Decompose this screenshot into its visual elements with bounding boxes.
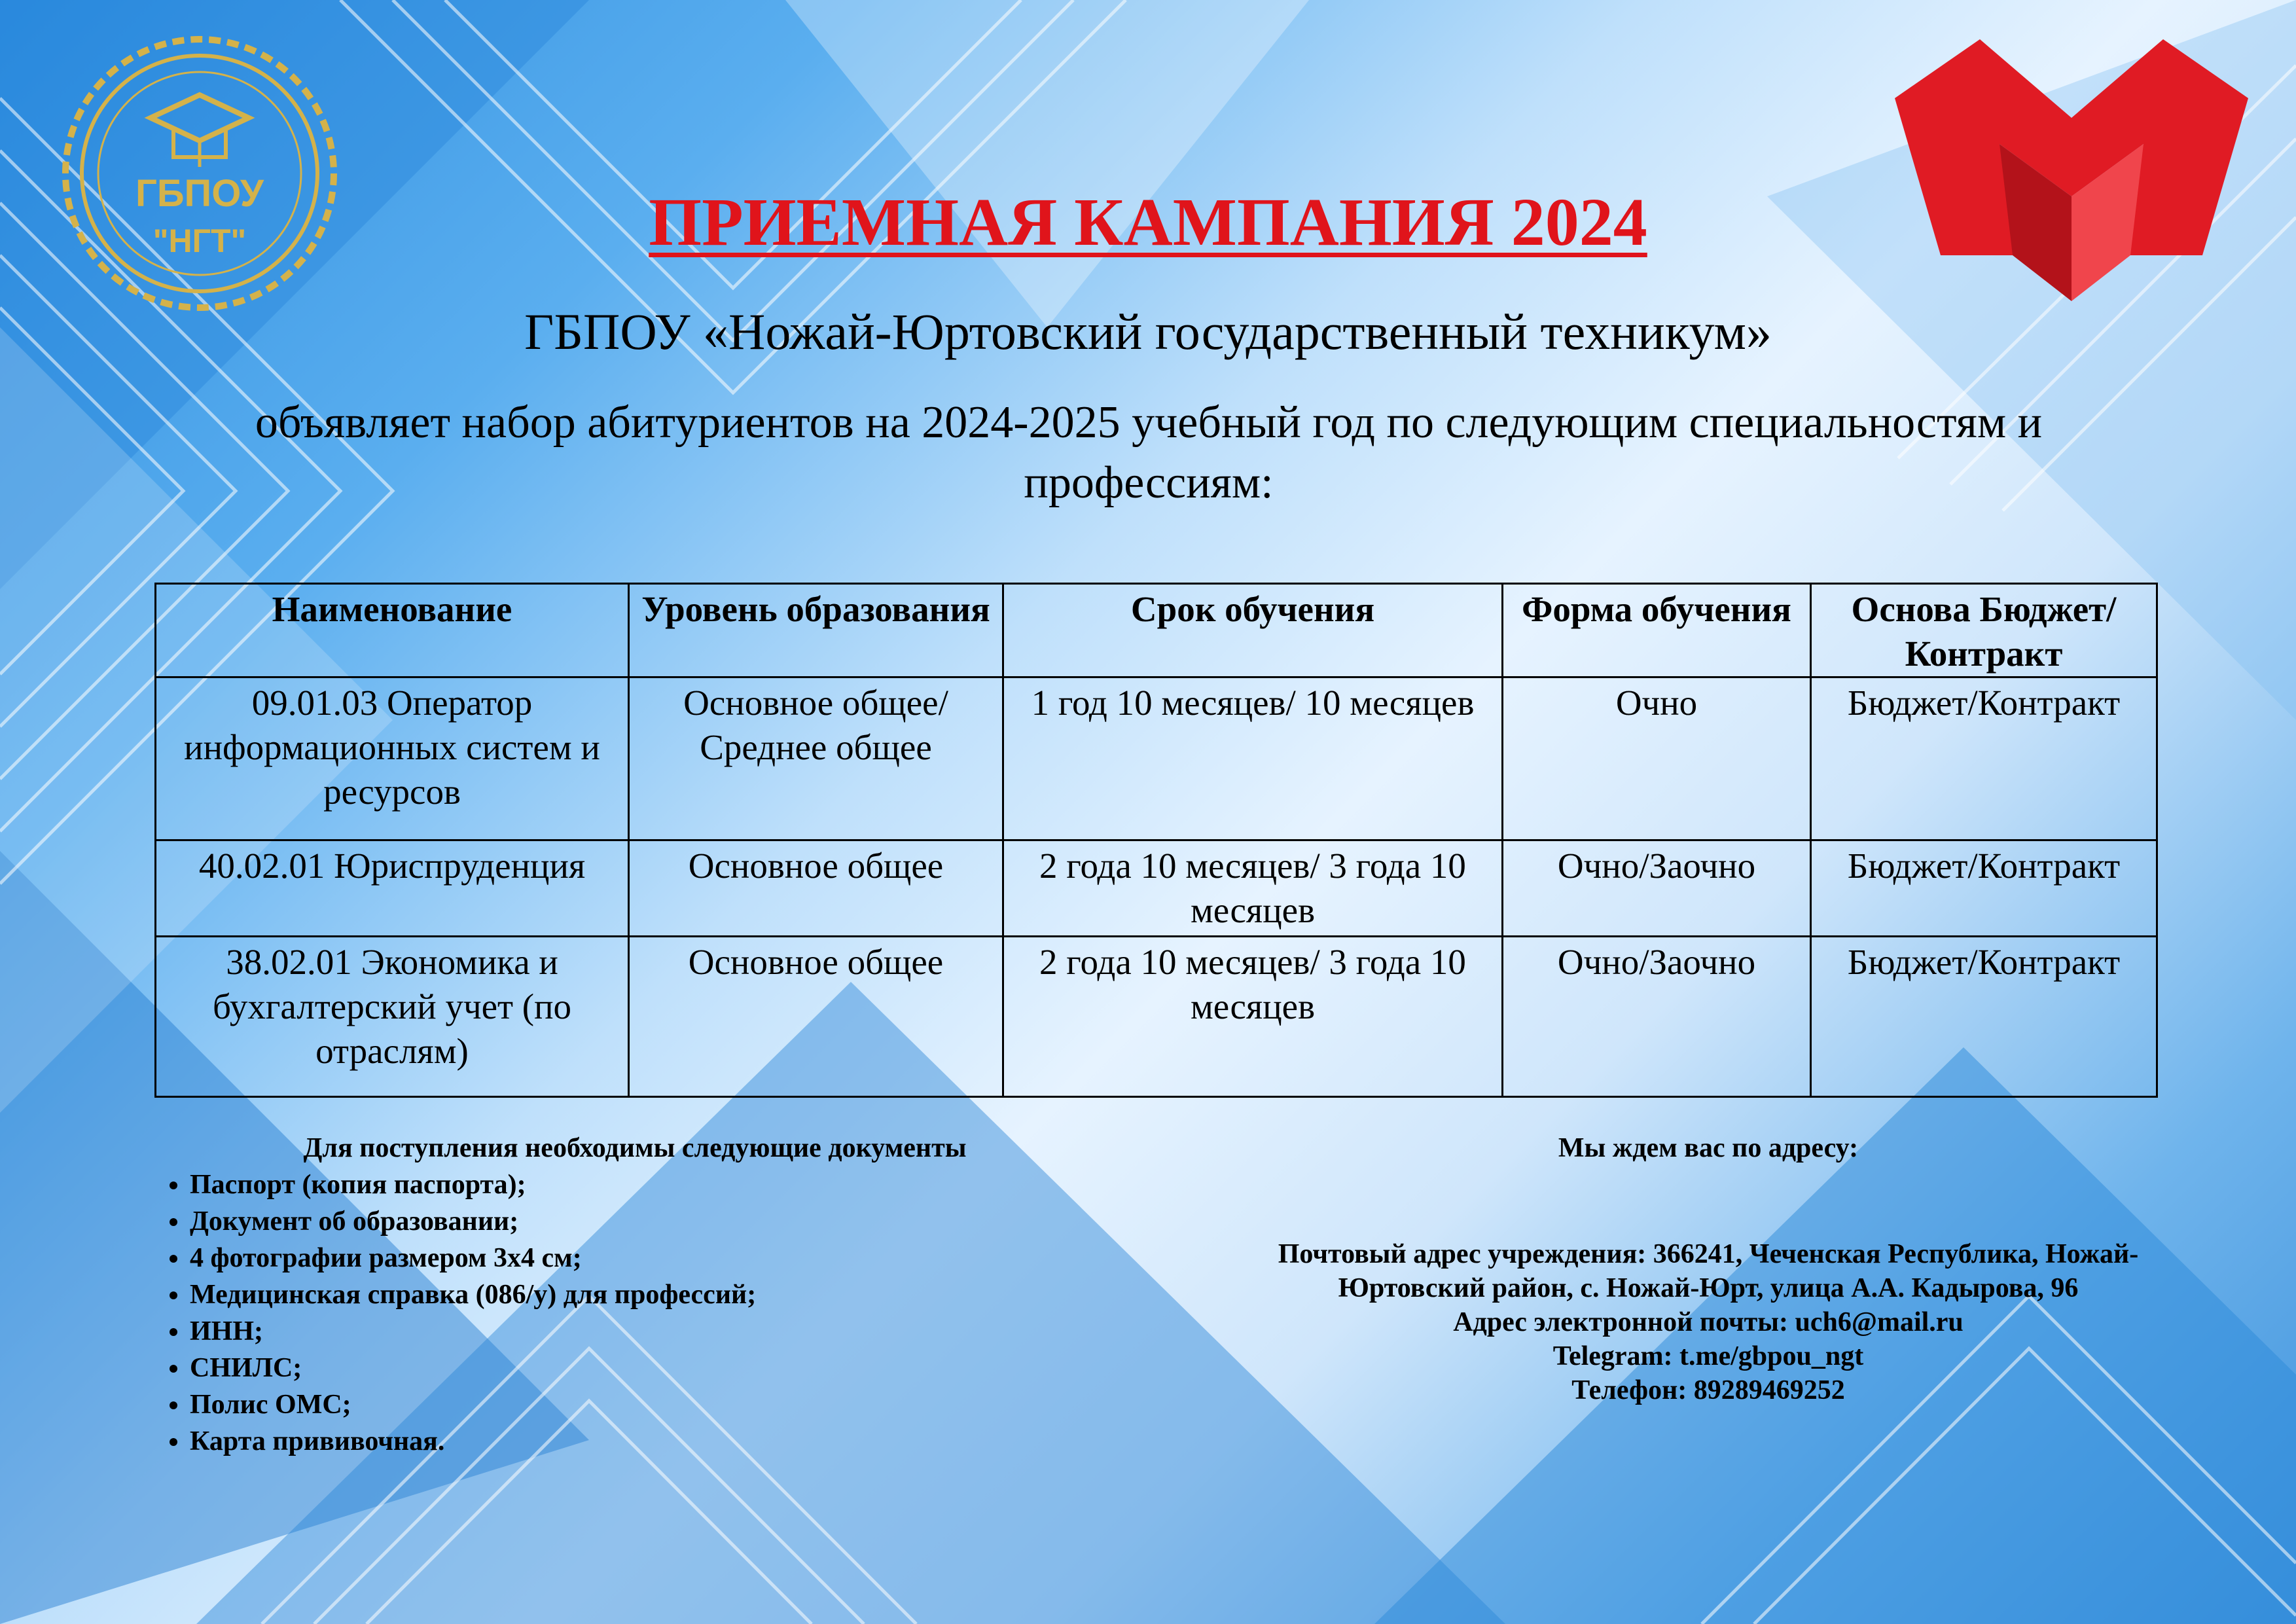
intro-text: объявляет набор абитуриентов на 2024-2025 учебный год по следующим специальностям и профессиям:	[255, 397, 2043, 508]
seal-text-bottom: "НГТ"	[152, 223, 247, 259]
institution-name: ГБПОУ «Ножай-Юртовский государственный техникум»	[524, 303, 1772, 360]
cell-form: Очно/Заочно	[1503, 840, 1811, 937]
cell-basis: Бюджет/Контракт	[1811, 937, 2157, 1097]
cell-name: 40.02.01 Юриспруденция	[156, 840, 629, 937]
telegram-link: Telegram: t.me/gbpou_ngt	[1552, 1341, 1864, 1371]
list-item: • Полис ОМС;	[190, 1386, 756, 1423]
list-item: • Документ об образовании;	[190, 1203, 756, 1240]
page-title: ПРИЕМНАЯ КАМПАНИЯ 2024	[649, 185, 1647, 260]
cell-name: 38.02.01 Экономика и бухгалтерский учет (по отраслям)	[156, 937, 629, 1097]
programs-table	[154, 583, 2158, 1098]
cell-name: 09.01.03 Оператор информационных систем и ресурсов	[156, 677, 629, 840]
list-item: • Карта прививочная.	[190, 1423, 756, 1460]
phone-number: Телефон: 89289469252	[1571, 1375, 1845, 1405]
list-item: • 4 фотографии размером 3х4 см;	[190, 1240, 756, 1276]
college-seal-icon	[52, 26, 347, 321]
brand-logo-icon	[1895, 39, 2248, 301]
cell-basis: Бюджет/Контракт	[1811, 840, 2157, 937]
email-address: Адрес электронной почты: uch6@mail.ru	[1453, 1307, 1964, 1337]
cell-form: Очно/Заочно	[1503, 937, 1811, 1097]
table-row	[156, 677, 2157, 840]
cell-basis: Бюджет/Контракт	[1811, 677, 2157, 840]
documents-list	[131, 1166, 756, 1460]
table-row	[156, 840, 2157, 937]
postal-address: Почтовый адрес учреждения: 366241, Чеченская Республика, Ножай- Юртовский район, с. Ножай-Юрт, улица А.А. Кадырова, 96	[1278, 1239, 2139, 1303]
header-form: Форма обучения	[1503, 584, 1811, 677]
list-item: • Паспорт (копия паспорта);	[190, 1166, 756, 1203]
header-duration: Срок обучения	[1003, 584, 1503, 677]
list-item: • СНИЛС;	[190, 1350, 756, 1386]
seal-text-top: ГБПОУ	[135, 172, 264, 215]
documents-title: Для поступления необходимы следующие документы	[303, 1133, 967, 1163]
header-name: Наименование	[156, 584, 629, 677]
cell-duration: 2 года 10 месяцев/ 3 года 10 месяцев	[1003, 937, 1503, 1097]
cell-level: Основное общее	[629, 840, 1003, 937]
address-title: Мы ждем вас по адресу:	[1558, 1133, 1859, 1163]
cell-duration: 1 год 10 месяцев/ 10 месяцев	[1003, 677, 1503, 840]
cell-level: Основное общее	[629, 937, 1003, 1097]
cell-form: Очно	[1503, 677, 1811, 840]
list-item: • Медицинская справка (086/у) для профессий;	[190, 1276, 756, 1313]
list-item: • ИНН;	[190, 1313, 756, 1350]
table-row	[156, 937, 2157, 1097]
table-header-row	[156, 584, 2157, 677]
address-block	[1230, 1237, 2186, 1407]
cell-duration: 2 года 10 месяцев/ 3 года 10 месяцев	[1003, 840, 1503, 937]
header-level: Уровень образования	[629, 584, 1003, 677]
header-basis: Основа Бюджет/Контракт	[1811, 584, 2157, 677]
cell-level: Основное общее/Среднее общее	[629, 677, 1003, 840]
